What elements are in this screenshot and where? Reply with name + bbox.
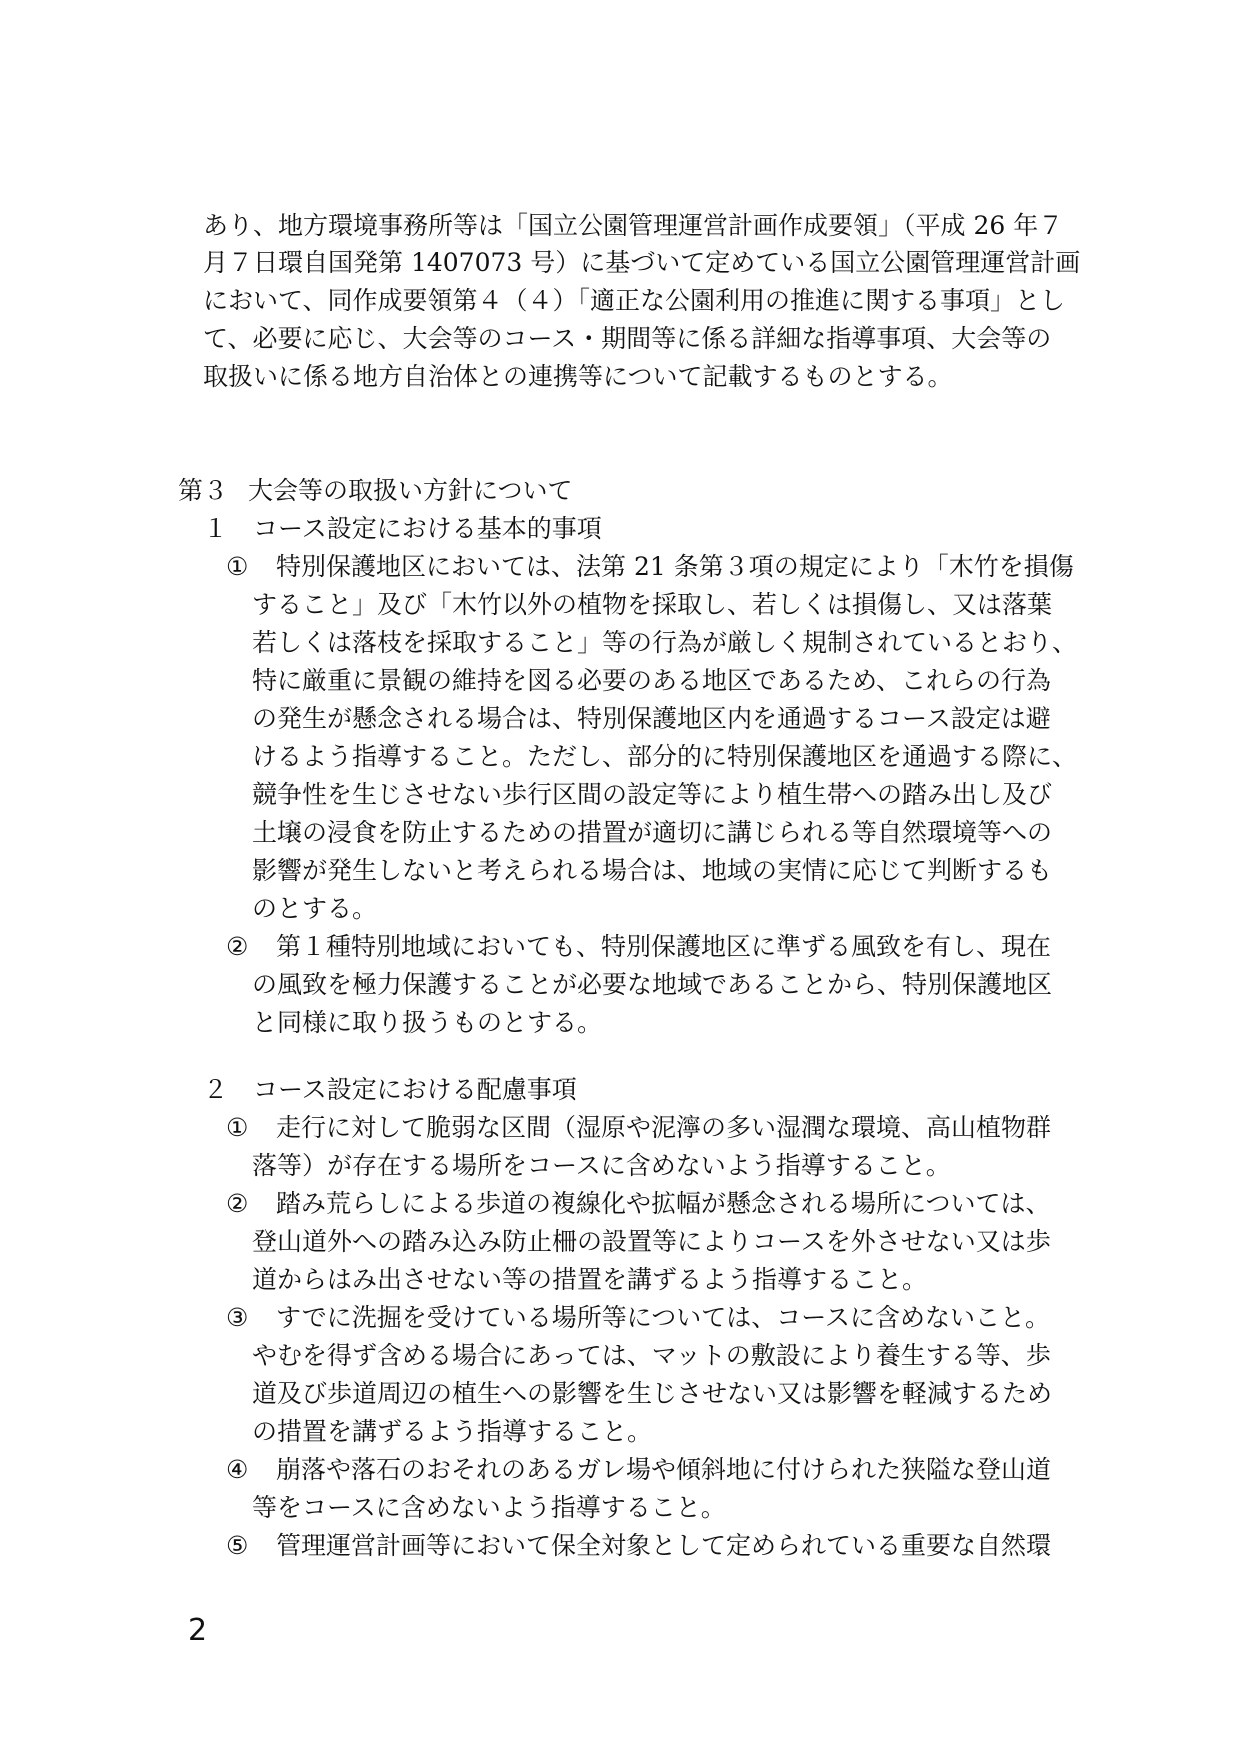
section-title: 大会等の取扱い方針について bbox=[248, 476, 573, 505]
intro-line: あり、地方環境事務所等は「国立公園管理運営計画作成要領」（平成 26 年７ bbox=[203, 211, 1064, 240]
item-line: 等をコースに含めないよう指導すること。 bbox=[252, 1493, 726, 1522]
item-line: 若しくは落枝を採取すること」等の行為が厳しく規制されているとおり、 bbox=[252, 628, 1078, 657]
item-marker: ① bbox=[226, 1113, 249, 1142]
intro-line: において、同作成要領第４（４）「適正な公園利用の推進に関する事項」とし bbox=[203, 286, 1066, 315]
intro-line: 月７日環自国発第 1407073 号）に基づいて定めている国立公園管理運営計画 bbox=[203, 248, 1081, 277]
item-line: の風致を極力保護することが必要な地域であることから、特別保護地区 bbox=[252, 970, 1053, 999]
item-line: 道及び歩道周辺の植生への影響を生じさせない又は影響を軽減するため bbox=[252, 1379, 1053, 1408]
subsection-number: ２ bbox=[203, 1075, 229, 1104]
item-line: 土壌の浸食を防止するための措置が適切に講じられる等自然環境等への bbox=[252, 818, 1053, 847]
item-line: 踏み荒らしによる歩道の複線化や拡幅が懸念される場所については、 bbox=[276, 1189, 1051, 1218]
intro-line: 取扱いに係る地方自治体との連携等について記載するものとする。 bbox=[203, 362, 953, 391]
subsection-title: コース設定における配慮事項 bbox=[253, 1075, 577, 1104]
item-line: 特に厳重に景観の維持を図る必要のある地区であるため、これらの行為 bbox=[252, 666, 1052, 695]
subsection-heading-2 bbox=[203, 1077, 577, 1102]
item-line: やむを得ず含める場合にあっては、マットの敷設により養生する等、歩 bbox=[252, 1341, 1051, 1370]
subsection-title: コース設定における基本的事項 bbox=[253, 514, 602, 543]
item-line: 崩落や落石のおそれのあるガレ場や傾斜地に付けられた狭隘な登山道 bbox=[276, 1455, 1052, 1484]
page-number: 2 bbox=[188, 1613, 208, 1648]
item-marker: ⑤ bbox=[226, 1531, 249, 1560]
item-line: 競争性を生じさせない歩行区間の設定等により植生帯への踏み出し及び bbox=[252, 780, 1053, 809]
item-marker: ② bbox=[226, 932, 249, 961]
item-marker: ③ bbox=[226, 1303, 249, 1332]
item-line: の措置を講ずるよう指導すること。 bbox=[252, 1417, 653, 1446]
item-line: すでに洗掘を受けている場所等については、コースに含めないこと。 bbox=[276, 1303, 1051, 1332]
item-line: 第１種特別地域においても、特別保護地区に準ずる風致を有し、現在 bbox=[276, 932, 1052, 961]
item-line: 道からはみ出させない等の措置を講ずるよう指導すること。 bbox=[252, 1265, 928, 1294]
section-number: 第３ bbox=[178, 476, 229, 505]
item-line: の発生が懸念される場合は、特別保護地区内を通過するコース設定は避 bbox=[252, 704, 1051, 733]
item-line: と同様に取り扱うものとする。 bbox=[252, 1008, 603, 1037]
item-marker: ④ bbox=[226, 1455, 249, 1484]
subsection-number: １ bbox=[203, 514, 229, 543]
intro-line: て、必要に応じ、大会等のコース・期間等に係る詳細な指導事項、大会等の bbox=[203, 324, 1052, 353]
item-line: 落等）が存在する場所をコースに含めないよう指導すること。 bbox=[252, 1151, 951, 1180]
item-line: のとする。 bbox=[252, 894, 378, 923]
section-heading bbox=[178, 478, 573, 503]
item-line: すること」及び「木竹以外の植物を採取し、若しくは損傷し、又は落葉 bbox=[252, 590, 1053, 619]
item-line: 走行に対して脆弱な区間（湿原や泥濘の多い湿潤な環境、高山植物群 bbox=[276, 1113, 1052, 1142]
item-line: 管理運営計画等において保全対象として定められている重要な自然環 bbox=[276, 1531, 1052, 1560]
item-marker: ① bbox=[226, 552, 249, 581]
item-line: けるよう指導すること。ただし、部分的に特別保護地区を通過する際に、 bbox=[252, 742, 1078, 771]
item-line: 特別保護地区においては、法第 21 条第３項の規定により「木竹を損傷 bbox=[276, 552, 1074, 581]
item-marker: ② bbox=[226, 1189, 249, 1218]
item-line: 影響が発生しないと考えられる場合は、地域の実情に応じて判断するも bbox=[252, 856, 1053, 885]
subsection-heading-1 bbox=[203, 516, 602, 541]
item-line: 登山道外への踏み込み防止柵の設置等によりコースを外させない又は歩 bbox=[252, 1227, 1051, 1256]
